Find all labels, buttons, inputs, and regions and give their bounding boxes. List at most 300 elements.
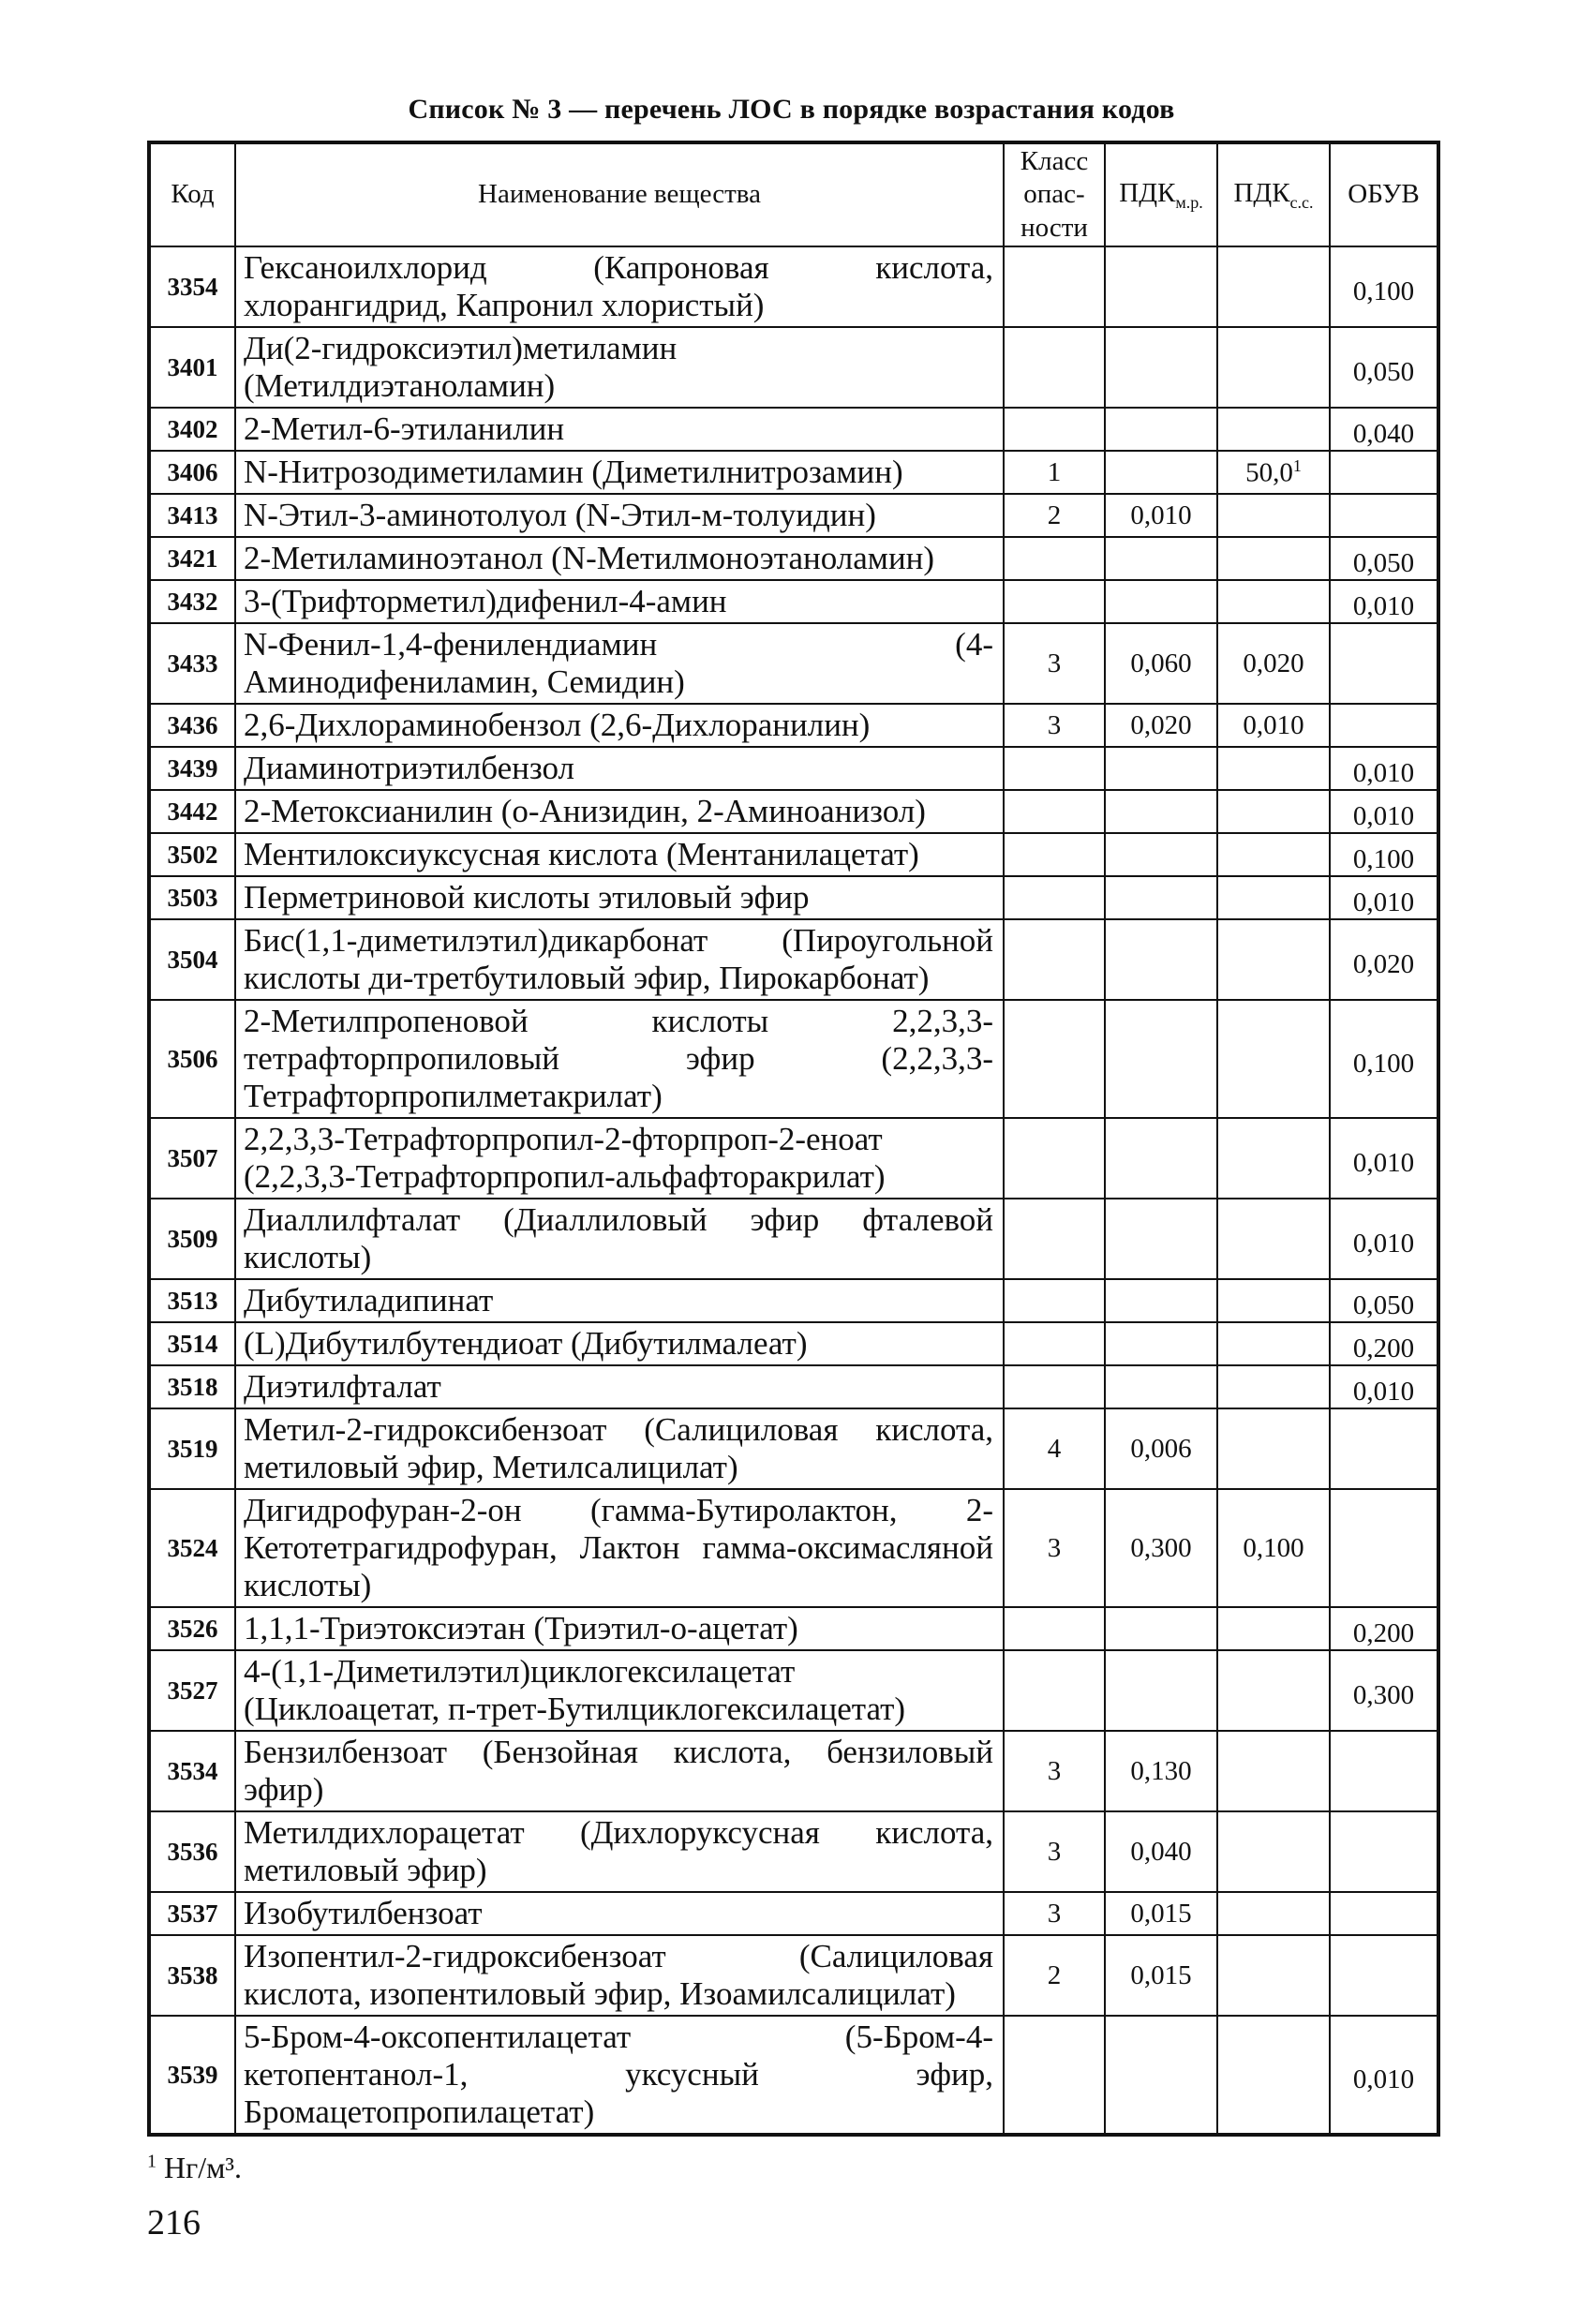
row-code — [149, 1607, 235, 1650]
row-pdk-mr — [1105, 1000, 1217, 1118]
header-pdk-mr-sub: м.р. — [1175, 192, 1203, 212]
row-code — [149, 408, 235, 451]
row-code — [149, 790, 235, 833]
row-name-text: Ментилоксиуксусная кислота (Ментанилацетат) — [244, 836, 919, 872]
row-obuv-text: 0,010 — [1352, 2063, 1415, 2094]
table-row — [149, 623, 1438, 704]
header-code: Код — [149, 142, 235, 246]
row-code — [149, 494, 235, 537]
row-obuv-text: 0,100 — [1352, 276, 1415, 306]
header-pdk-mr — [1105, 142, 1217, 246]
row-code — [149, 2016, 235, 2135]
row-hazard-class — [1004, 833, 1105, 876]
row-code-text: 3509 — [167, 1224, 218, 1253]
row-pdk-mr — [1105, 919, 1217, 1000]
row-code-text: 3504 — [167, 945, 218, 974]
row-hazard-class — [1004, 1000, 1105, 1118]
header-pdk-mr-label: ПДК — [1119, 177, 1176, 208]
row-pdk-ss — [1217, 1199, 1330, 1279]
table-header-row — [149, 142, 1438, 246]
row-name — [235, 919, 1004, 1000]
row-pdk-mr — [1105, 1408, 1217, 1489]
row-pdk-mr — [1105, 1650, 1217, 1731]
substances-table — [147, 141, 1440, 2137]
row-obuv-text: 0,200 — [1352, 1333, 1415, 1363]
row-code-text: 3433 — [167, 648, 218, 678]
row-code-text: 3518 — [167, 1372, 218, 1401]
row-name — [235, 1650, 1004, 1731]
row-pdk-ss — [1217, 747, 1330, 790]
row-pdk-ss — [1217, 704, 1330, 747]
row-code — [149, 1322, 235, 1365]
row-obuv-text: 0,300 — [1352, 1679, 1415, 1710]
row-hazard-class — [1004, 1322, 1105, 1365]
table-row — [149, 876, 1438, 919]
row-code-text: 3538 — [167, 1960, 218, 1989]
row-code — [149, 451, 235, 494]
row-name-text: Метилдихлорацетат (Дихлоруксусная кислота, метиловый эфир) — [244, 1814, 993, 1888]
row-code — [149, 623, 235, 704]
row-name-text: Гексаноилхлорид (Капроновая кислота, хлорангидрид, Капронил хлористый) — [244, 249, 993, 323]
row-code-text: 3354 — [167, 272, 218, 301]
row-code — [149, 1408, 235, 1489]
table-row — [149, 580, 1438, 623]
row-pdk-mr — [1105, 1279, 1217, 1322]
row-name-text: Перметриновой кислоты этиловый эфир — [244, 879, 810, 916]
row-pdk-ss — [1217, 1811, 1330, 1892]
row-pdk-ss — [1217, 1118, 1330, 1199]
row-name — [235, 580, 1004, 623]
row-hazard-class-text: 4 — [1047, 1433, 1062, 1464]
row-code-text: 3513 — [167, 1286, 218, 1315]
row-code-text: 3503 — [167, 883, 218, 912]
table-row — [149, 1650, 1438, 1731]
row-hazard-class — [1004, 1489, 1105, 1607]
row-pdk-mr — [1105, 1365, 1217, 1408]
row-name — [235, 1279, 1004, 1322]
row-name-text: N-Этил-3-аминотолуол (N-Этил-м-толуидин) — [244, 497, 876, 533]
row-name — [235, 1935, 1004, 2016]
row-code-text: 3432 — [167, 587, 218, 616]
row-pdk-ss-text: 0,020 — [1243, 648, 1304, 678]
row-name — [235, 876, 1004, 919]
row-pdk-mr-text: 0,130 — [1130, 1755, 1192, 1786]
row-name-text: Дибутиладипинат — [244, 1282, 494, 1318]
row-name-text: Бис(1,1-диметилэтил)дикарбонат (Пироугольной кислоты ди-третбутиловый эфир, Пирокарбонат) — [244, 922, 993, 996]
row-obuv — [1330, 327, 1438, 408]
row-hazard-class-text: 1 — [1047, 456, 1062, 487]
row-pdk-ss-text: 50,0 — [1245, 457, 1293, 488]
row-name-text: Диаллилфталат (Диаллиловый эфир фталевой кислоты) — [244, 1201, 993, 1275]
row-pdk-ss — [1217, 876, 1330, 919]
row-pdk-ss — [1217, 833, 1330, 876]
row-hazard-class — [1004, 408, 1105, 451]
row-pdk-ss — [1217, 623, 1330, 704]
row-hazard-class — [1004, 747, 1105, 790]
row-obuv — [1330, 1000, 1438, 1118]
row-hazard-class — [1004, 1650, 1105, 1731]
row-hazard-class — [1004, 2016, 1105, 2135]
row-pdk-mr — [1105, 1199, 1217, 1279]
row-obuv — [1330, 790, 1438, 833]
footnote-mark: 1 — [147, 2151, 156, 2172]
row-obuv-text: 0,050 — [1352, 547, 1415, 578]
row-code-text: 3421 — [167, 544, 218, 573]
row-pdk-mr — [1105, 327, 1217, 408]
row-pdk-mr-text: 0,015 — [1130, 1959, 1192, 1990]
row-obuv — [1330, 623, 1438, 704]
row-name-text: Диэтилфталат — [244, 1368, 441, 1405]
table-row — [149, 451, 1438, 494]
row-pdk-ss — [1217, 1322, 1330, 1365]
row-pdk-mr — [1105, 1607, 1217, 1650]
row-obuv-text: 0,100 — [1352, 843, 1415, 874]
row-obuv — [1330, 1118, 1438, 1199]
row-code-text: 3526 — [167, 1614, 218, 1643]
row-pdk-mr — [1105, 876, 1217, 919]
table-row — [149, 1489, 1438, 1607]
row-pdk-ss — [1217, 408, 1330, 451]
table-row — [149, 1811, 1438, 1892]
row-hazard-class — [1004, 1279, 1105, 1322]
row-code-text: 3507 — [167, 1143, 218, 1172]
row-pdk-mr — [1105, 623, 1217, 704]
row-name — [235, 623, 1004, 704]
table-row — [149, 537, 1438, 580]
row-obuv-text: 0,020 — [1352, 948, 1415, 979]
row-code — [149, 876, 235, 919]
row-obuv — [1330, 408, 1438, 451]
header-name: Наименование вещества — [235, 142, 1004, 246]
row-code-text: 3413 — [167, 500, 218, 529]
row-obuv — [1330, 1607, 1438, 1650]
row-obuv — [1330, 919, 1438, 1000]
row-hazard-class — [1004, 537, 1105, 580]
row-name-text: Диаминотриэтилбензол — [244, 750, 574, 786]
row-pdk-ss — [1217, 790, 1330, 833]
row-hazard-class — [1004, 876, 1105, 919]
row-name — [235, 1731, 1004, 1811]
row-obuv — [1330, 1935, 1438, 2016]
row-hazard-class-text: 3 — [1047, 1755, 1062, 1786]
row-pdk-mr — [1105, 1935, 1217, 2016]
row-pdk-mr-text: 0,015 — [1130, 1898, 1192, 1929]
row-name-text: 2-Метилпропеновой кислоты 2,2,3,3-тетрафторпропиловый эфир (2,2,3,3-Тетрафторпропилметакрилат) — [244, 1003, 993, 1114]
row-name — [235, 1000, 1004, 1118]
row-pdk-mr — [1105, 494, 1217, 537]
row-obuv — [1330, 1731, 1438, 1811]
row-pdk-mr-text: 0,020 — [1130, 709, 1192, 740]
row-hazard-class-text: 3 — [1047, 1532, 1062, 1563]
table-row — [149, 1322, 1438, 1365]
row-code — [149, 1811, 235, 1892]
row-hazard-class — [1004, 1935, 1105, 2016]
row-code — [149, 537, 235, 580]
row-pdk-ss-text: 0,100 — [1243, 1532, 1304, 1563]
row-code-text: 3536 — [167, 1837, 218, 1866]
row-name — [235, 1199, 1004, 1279]
row-name — [235, 1489, 1004, 1607]
row-obuv-text: 0,050 — [1352, 1289, 1415, 1320]
row-name-text: Дигидрофуран-2-он (гамма-Бутиролактон, 2-Кетотетрагидрофуран, Лактон гамма-оксимасляной кислоты) — [244, 1492, 993, 1603]
row-name-text: N-Нитрозодиметиламин (Диметилнитрозамин) — [244, 454, 903, 490]
row-obuv-text: 0,100 — [1352, 1048, 1415, 1079]
row-code — [149, 1199, 235, 1279]
row-obuv — [1330, 246, 1438, 327]
row-obuv-text: 0,200 — [1352, 1617, 1415, 1648]
row-code — [149, 833, 235, 876]
row-pdk-mr — [1105, 2016, 1217, 2135]
row-pdk-ss — [1217, 1000, 1330, 1118]
row-obuv — [1330, 537, 1438, 580]
footnote — [147, 2151, 242, 2185]
row-pdk-ss-text: 0,010 — [1243, 709, 1304, 740]
row-code — [149, 1118, 235, 1199]
row-hazard-class-text: 3 — [1047, 1836, 1062, 1867]
table-row — [149, 1279, 1438, 1322]
row-name-text: Бензилбензоат (Бензойная кислота, бензиловый эфир) — [244, 1734, 993, 1808]
row-code-text: 3514 — [167, 1329, 218, 1358]
row-name-text: 2-Метиламиноэтанол (N-Метилмоноэтаноламин) — [244, 540, 935, 576]
row-obuv — [1330, 1408, 1438, 1489]
row-pdk-mr-text: 0,060 — [1130, 648, 1192, 678]
row-pdk-mr — [1105, 1322, 1217, 1365]
footnote-ref: 1 — [1292, 455, 1302, 475]
row-obuv — [1330, 1365, 1438, 1408]
table-row — [149, 1935, 1438, 2016]
row-name — [235, 1408, 1004, 1489]
row-hazard-class — [1004, 580, 1105, 623]
row-pdk-ss — [1217, 1408, 1330, 1489]
row-name-text: 5-Бром-4-оксопентилацетат (5-Бром-4-кетопентанол-1, уксусный эфир, Бромацетопропилацетат) — [244, 2019, 993, 2130]
row-obuv — [1330, 1322, 1438, 1365]
row-hazard-class — [1004, 1408, 1105, 1489]
page-title: Список № 3 — перечень ЛОС в порядке возрастания кодов — [408, 94, 1175, 125]
row-name-text: 2-Метил-6-этиланилин — [244, 410, 565, 447]
row-code — [149, 1650, 235, 1731]
row-name-text: 2,2,3,3-Тетрафторпропил-2-фторпроп-2-еноат (2,2,3,3-Тетрафторпропил-альфафторакрилат) — [244, 1121, 886, 1195]
table-row — [149, 1000, 1438, 1118]
row-hazard-class-text: 3 — [1047, 1898, 1062, 1929]
row-hazard-class-text: 3 — [1047, 709, 1062, 740]
row-hazard-class — [1004, 1118, 1105, 1199]
row-obuv-text: 0,010 — [1352, 1376, 1415, 1407]
table-row — [149, 1731, 1438, 1811]
table-row — [149, 1408, 1438, 1489]
row-name — [235, 747, 1004, 790]
row-pdk-ss — [1217, 1731, 1330, 1811]
row-pdk-ss — [1217, 2016, 1330, 2135]
table-row — [149, 747, 1438, 790]
row-obuv — [1330, 833, 1438, 876]
row-code — [149, 747, 235, 790]
row-obuv — [1330, 1650, 1438, 1731]
row-code-text: 3534 — [167, 1756, 218, 1785]
row-hazard-class — [1004, 494, 1105, 537]
row-pdk-mr — [1105, 408, 1217, 451]
row-hazard-class — [1004, 327, 1105, 408]
row-name-text: Метил-2-гидроксибензоат (Салициловая кислота, метиловый эфир, Метилсалицилат) — [244, 1411, 993, 1485]
row-pdk-mr — [1105, 537, 1217, 580]
row-code-text: 3439 — [167, 753, 218, 782]
row-pdk-mr — [1105, 1892, 1217, 1935]
row-code — [149, 704, 235, 747]
row-code-text: 3519 — [167, 1434, 218, 1463]
row-obuv — [1330, 1811, 1438, 1892]
row-hazard-class — [1004, 704, 1105, 747]
row-name — [235, 1118, 1004, 1199]
row-code — [149, 327, 235, 408]
row-code-text: 3402 — [167, 414, 218, 443]
row-pdk-ss — [1217, 1365, 1330, 1408]
row-pdk-mr-text: 0,006 — [1130, 1433, 1192, 1464]
row-code-text: 3401 — [167, 352, 218, 381]
row-pdk-mr — [1105, 1811, 1217, 1892]
row-pdk-ss — [1217, 494, 1330, 537]
row-hazard-class — [1004, 451, 1105, 494]
page-number: 216 — [147, 2203, 201, 2242]
row-name-text: 1,1,1-Триэтоксиэтан (Триэтил-о-ацетат) — [244, 1610, 798, 1646]
row-obuv — [1330, 704, 1438, 747]
row-name — [235, 537, 1004, 580]
row-pdk-ss — [1217, 1935, 1330, 2016]
row-name — [235, 833, 1004, 876]
row-hazard-class — [1004, 246, 1105, 327]
row-name-text: 2,6-Дихлораминобензол (2,6-Дихлоранилин) — [244, 707, 871, 743]
row-pdk-ss — [1217, 1607, 1330, 1650]
row-hazard-class — [1004, 1811, 1105, 1892]
row-name-text: Ди(2-гидроксиэтил)метиламин (Метилдиэтаноламин) — [244, 330, 678, 404]
row-pdk-ss — [1217, 1279, 1330, 1322]
row-code — [149, 1731, 235, 1811]
row-code-text: 3502 — [167, 840, 218, 869]
row-code — [149, 1892, 235, 1935]
row-name-text: 3-(Трифторметил)дифенил-4-амин — [244, 583, 727, 619]
row-name — [235, 1811, 1004, 1892]
row-hazard-class — [1004, 1892, 1105, 1935]
row-name-text: (L)Дибутилбутендиоат (Дибутилмалеат) — [244, 1325, 808, 1362]
row-pdk-ss — [1217, 246, 1330, 327]
row-hazard-class-text: 2 — [1047, 499, 1062, 530]
table-row — [149, 246, 1438, 327]
row-obuv-text: 0,010 — [1352, 800, 1415, 831]
row-code — [149, 1935, 235, 2016]
header-pdk-ss — [1217, 142, 1330, 246]
table-row — [149, 1892, 1438, 1935]
row-code — [149, 580, 235, 623]
row-obuv — [1330, 1199, 1438, 1279]
table-row — [149, 1365, 1438, 1408]
header-pdk-ss-sub: с.с. — [1289, 192, 1314, 212]
row-hazard-class-text: 2 — [1047, 1959, 1062, 1990]
row-hazard-class — [1004, 790, 1105, 833]
row-pdk-mr — [1105, 747, 1217, 790]
row-obuv-text: 0,010 — [1352, 1147, 1415, 1178]
row-hazard-class — [1004, 1607, 1105, 1650]
row-name-text: Изопентил-2-гидроксибензоат (Салициловая кислота, изопентиловый эфир, Изоамилсалицилат) — [244, 1938, 993, 2012]
row-name — [235, 704, 1004, 747]
row-name — [235, 494, 1004, 537]
row-obuv — [1330, 876, 1438, 919]
row-hazard-class — [1004, 623, 1105, 704]
row-code-text: 3524 — [167, 1533, 218, 1562]
row-obuv — [1330, 580, 1438, 623]
row-name — [235, 2016, 1004, 2135]
row-pdk-mr — [1105, 790, 1217, 833]
table-row — [149, 704, 1438, 747]
row-hazard-class — [1004, 1365, 1105, 1408]
row-pdk-ss — [1217, 1892, 1330, 1935]
row-code — [149, 1365, 235, 1408]
table-row — [149, 790, 1438, 833]
row-pdk-mr-text: 0,040 — [1130, 1836, 1192, 1867]
row-pdk-mr — [1105, 1118, 1217, 1199]
table-row — [149, 833, 1438, 876]
row-obuv — [1330, 1279, 1438, 1322]
footnote-text: Нг/м³. — [164, 2151, 242, 2184]
row-pdk-mr-text: 0,010 — [1130, 499, 1192, 530]
row-code-text: 3406 — [167, 457, 218, 486]
row-pdk-ss — [1217, 919, 1330, 1000]
row-obuv-text: 0,010 — [1352, 590, 1415, 621]
row-pdk-ss — [1217, 327, 1330, 408]
row-code-text: 3527 — [167, 1676, 218, 1705]
row-name — [235, 1892, 1004, 1935]
table-body — [149, 246, 1438, 2135]
row-code — [149, 919, 235, 1000]
row-code — [149, 246, 235, 327]
row-name-text: Изобутилбензоат — [244, 1895, 483, 1931]
row-hazard-class — [1004, 919, 1105, 1000]
row-pdk-ss — [1217, 451, 1330, 494]
table-row — [149, 1118, 1438, 1199]
row-hazard-class — [1004, 1199, 1105, 1279]
header-pdk-ss-label: ПДК — [1233, 177, 1290, 208]
table-row — [149, 327, 1438, 408]
row-obuv-text: 0,050 — [1352, 356, 1415, 387]
row-name-text: 2-Метоксианилин (о-Анизидин, 2-Аминоанизол) — [244, 793, 926, 829]
row-obuv-text: 0,010 — [1352, 886, 1415, 917]
row-name — [235, 451, 1004, 494]
row-name — [235, 1607, 1004, 1650]
row-hazard-class — [1004, 1731, 1105, 1811]
row-obuv-text: 0,010 — [1352, 757, 1415, 788]
row-pdk-mr — [1105, 1731, 1217, 1811]
row-obuv — [1330, 747, 1438, 790]
row-pdk-ss — [1217, 1650, 1330, 1731]
row-code — [149, 1279, 235, 1322]
table-row — [149, 2016, 1438, 2135]
row-name — [235, 327, 1004, 408]
row-code-text: 3539 — [167, 2060, 218, 2089]
row-obuv — [1330, 494, 1438, 537]
table-row — [149, 1607, 1438, 1650]
table-row — [149, 1199, 1438, 1279]
row-code-text: 3442 — [167, 797, 218, 826]
row-hazard-class-text: 3 — [1047, 648, 1062, 678]
row-name — [235, 790, 1004, 833]
row-code — [149, 1000, 235, 1118]
table-row — [149, 494, 1438, 537]
row-obuv-text: 0,010 — [1352, 1228, 1415, 1259]
row-name-text: N-Фенил-1,4-фенилендиамин (4-Аминодифениламин, Семидин) — [244, 626, 993, 700]
row-name-text: 4-(1,1-Диметилэтил)циклогексилацетат (Циклоацетат, п-трет-Бутилциклогексилацетат) — [244, 1653, 906, 1727]
header-obuv: ОБУВ — [1330, 142, 1438, 246]
header-hazard-class: Класс опас-ности — [1004, 142, 1105, 246]
row-obuv — [1330, 1892, 1438, 1935]
table-row — [149, 408, 1438, 451]
row-code — [149, 1489, 235, 1607]
